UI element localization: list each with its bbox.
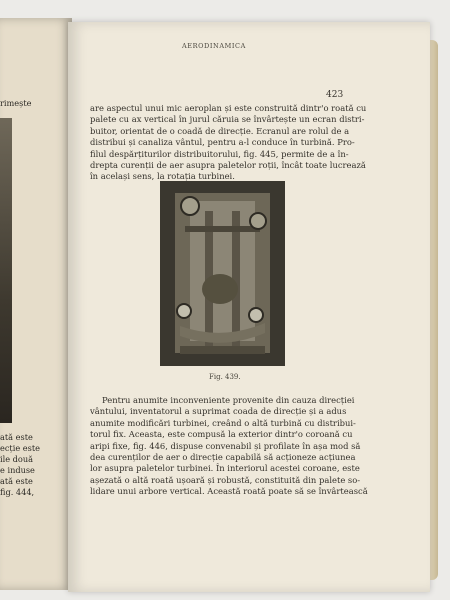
left-line: ecție este [0, 443, 40, 453]
left-line: e induse [0, 465, 35, 475]
text-line: Pentru anumite inconveniente provenite din cauza direcției [102, 395, 355, 405]
text-line: distribui și canaliza vântul, pentru a-l conduce în turbină. Pro- [90, 137, 355, 148]
text-line: torul fix. Aceasta, este compusă la exterior dintr'o coroană cu [90, 429, 353, 440]
text-line: așezată o altă roată ușoară și robustă, constituită din palete so- [90, 474, 361, 485]
left-line: rimește [0, 98, 32, 108]
text-line: lor asupra paletelor turbinei. În interiorul acestei coroane, este [90, 463, 360, 474]
text-line: are aspectul unui mic aeroplan și este construită dintr'o roată cu [90, 103, 367, 113]
figure-photo [160, 181, 285, 366]
text-line: palete cu ax vertical în jurul căruia se învârtește un ecran distri- [90, 114, 365, 125]
left-page-text [0, 18, 72, 590]
text-line: anumite modificări turbinei, creând o altă turbină cu distribui- [90, 417, 356, 428]
page-number: 423 [326, 90, 344, 100]
text-line: drepta curenții de aer asupra paletelor roții, încât toate lucrează [90, 160, 366, 171]
left-line: ată este [0, 432, 33, 442]
paragraph-2 [90, 395, 368, 498]
text-line: în același sens, la rotația turbinei. [90, 171, 235, 182]
running-header: AERODINAMICA [182, 42, 246, 50]
left-page [0, 18, 72, 590]
text-line: lidare unui arbore vertical. Această roată poate să se învârtească [90, 486, 368, 497]
wind-turbine-photo [160, 181, 285, 366]
left-line: ile două [0, 454, 34, 464]
paragraph-1 [90, 103, 366, 183]
left-line: ată este [0, 476, 33, 486]
text-line: filul despărțiturilor distribuitorului, fig. 445, permite de a în- [90, 148, 349, 159]
text-line: vântului, inventatorul a suprimat coada de direcție și a adus [90, 406, 347, 417]
left-line: fig. 444, [0, 487, 35, 497]
text-line: aripi fixe, fig. 446, dispuse convenabil și profilate în așa mod să [90, 440, 361, 451]
figure-caption: Fig. 439. [209, 373, 241, 381]
text-line: buitor, orientat de o coadă de direcție. Ecranul are rolul de a [90, 125, 350, 136]
text-line: dea curenților de aer o direcție capabilă să acționeze acțiunea [90, 452, 356, 463]
